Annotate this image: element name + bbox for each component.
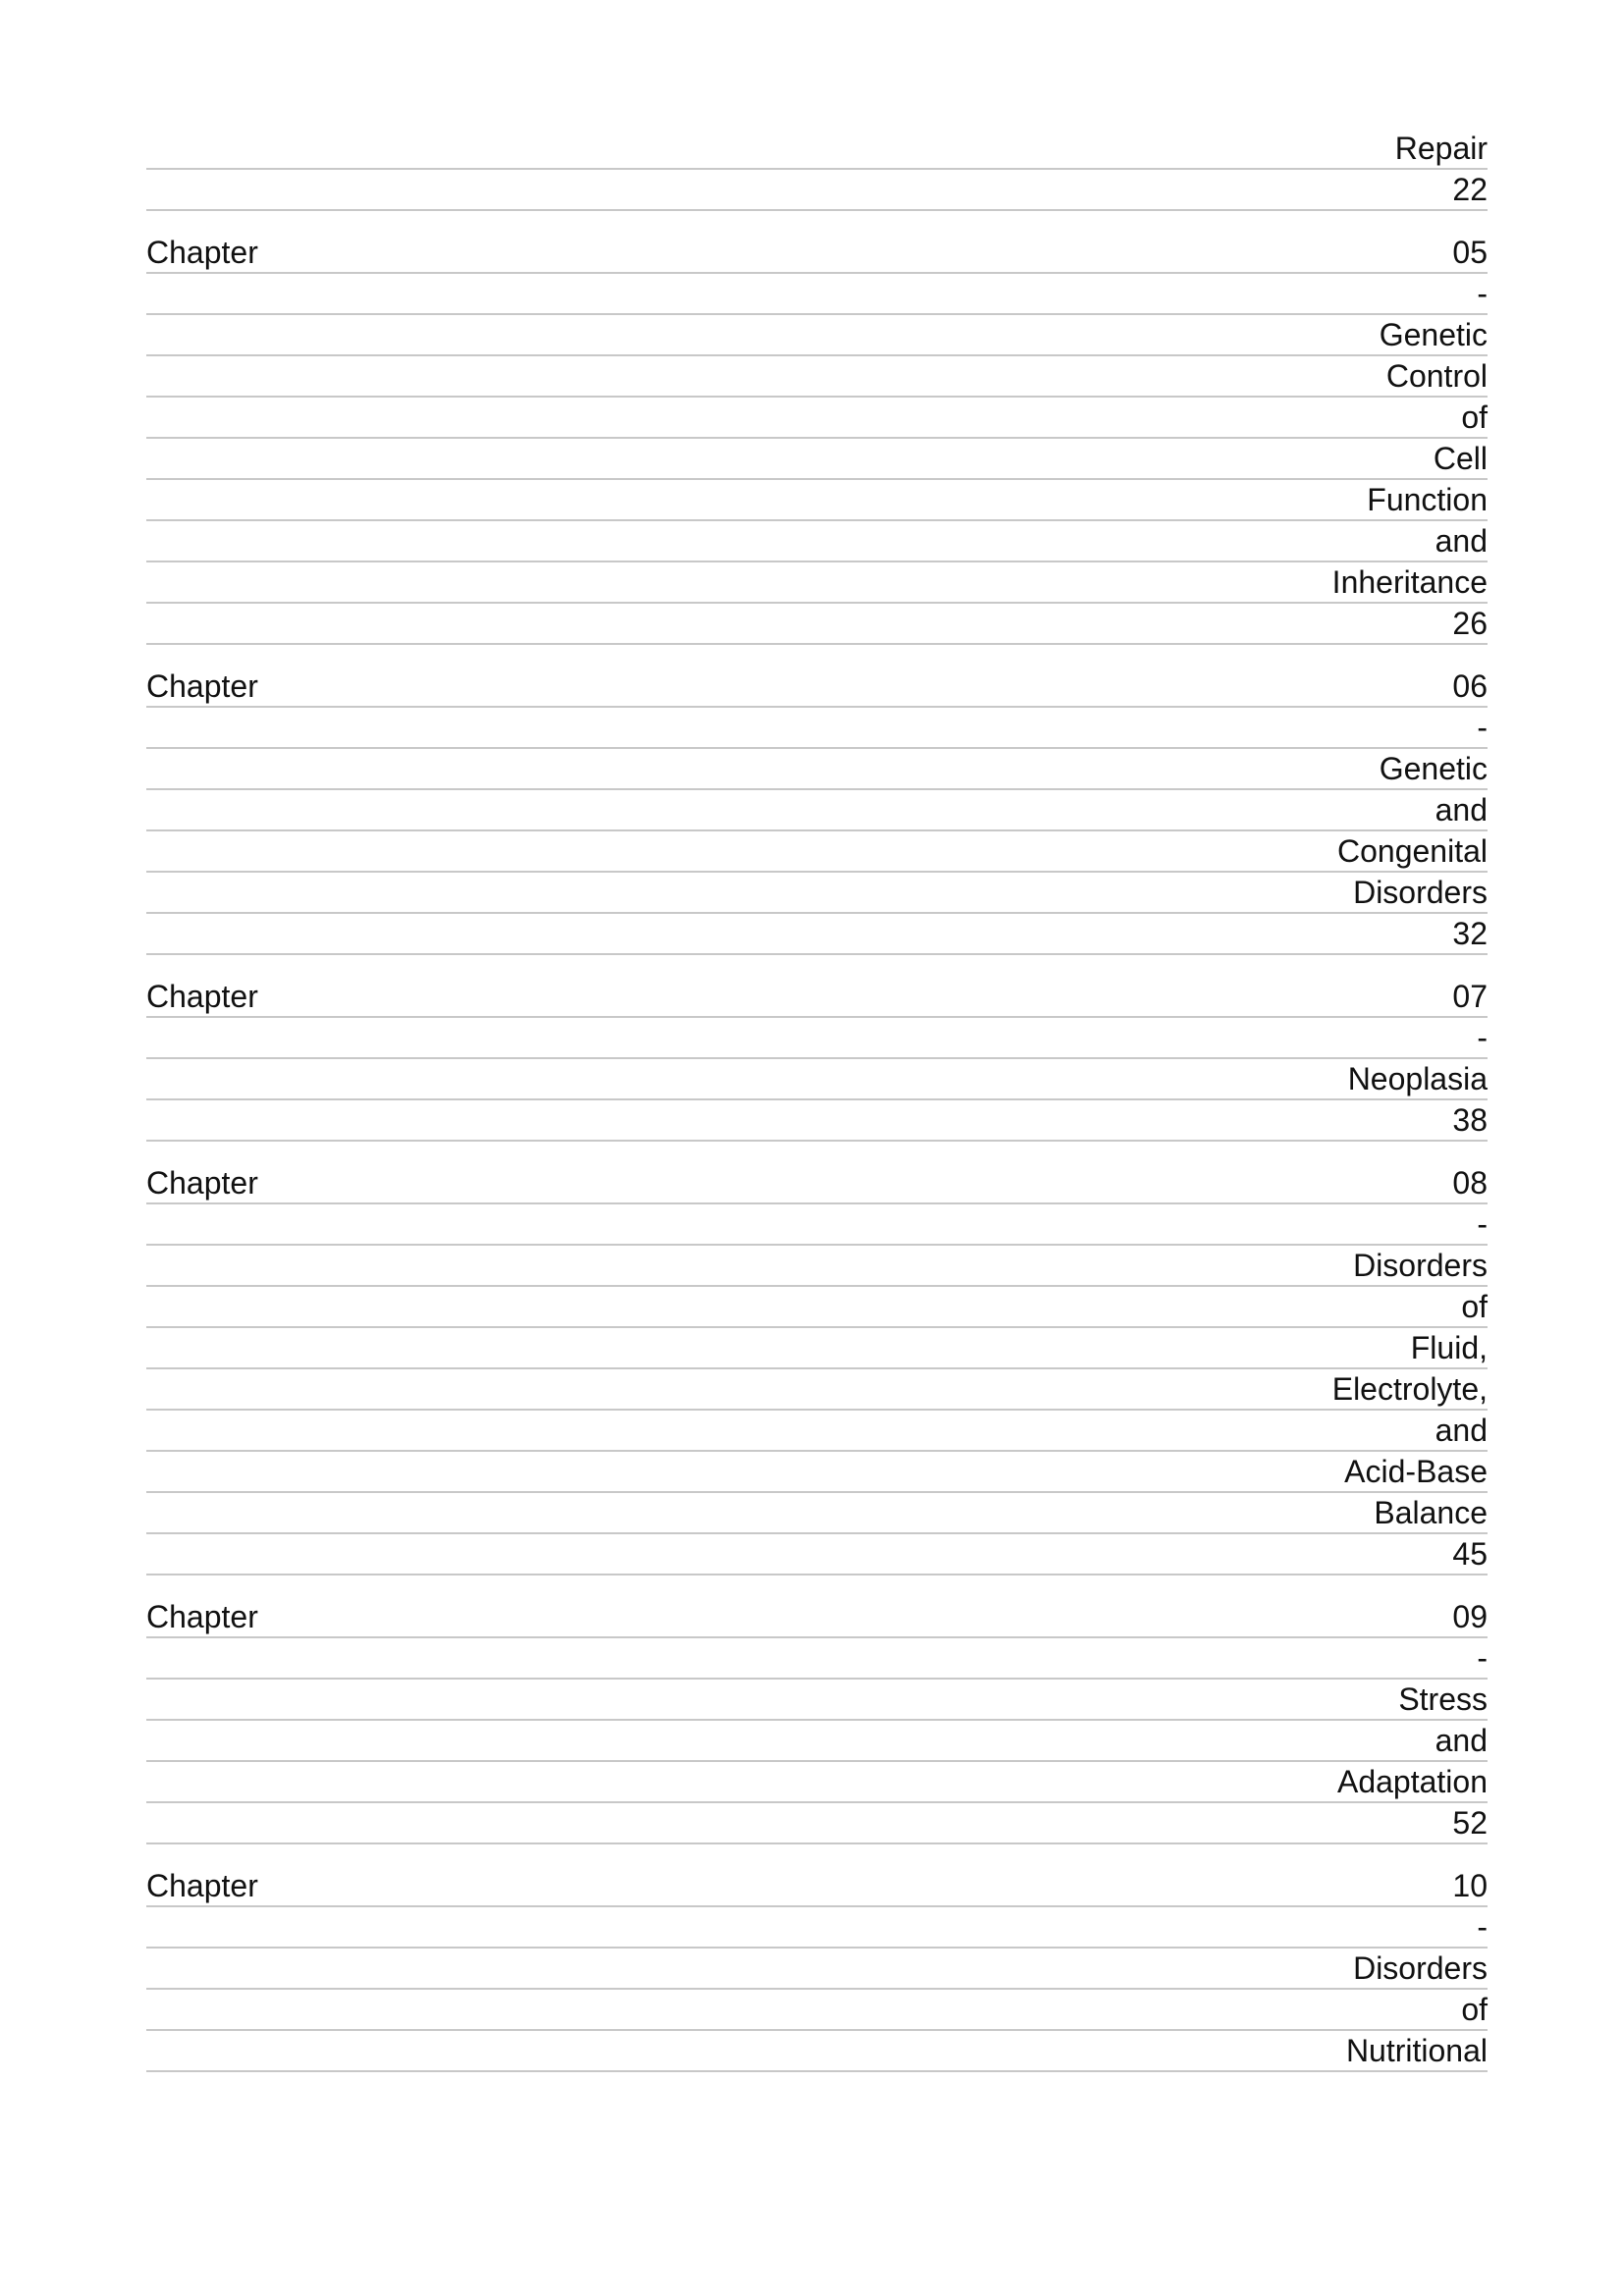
toc-line	[146, 562, 1488, 604]
toc-line	[146, 2031, 1488, 2072]
toc-line	[146, 1246, 1488, 1287]
toc-line-text: 09	[1452, 1599, 1488, 1634]
toc-line	[146, 398, 1488, 439]
toc-line-text: 32	[1452, 916, 1488, 951]
toc-entry	[146, 977, 1488, 1142]
toc-line	[146, 315, 1488, 356]
toc-line-text: of	[1461, 1992, 1488, 2027]
toc-block-gap	[146, 955, 1488, 977]
toc-line	[146, 1411, 1488, 1452]
toc-line	[146, 1452, 1488, 1493]
toc-line-text: 06	[1452, 668, 1488, 704]
toc-block-gap	[146, 1844, 1488, 1866]
toc-block-gap	[146, 645, 1488, 667]
toc-line	[146, 1762, 1488, 1803]
toc-line-text: 10	[1452, 1868, 1488, 1903]
toc-line	[146, 873, 1488, 914]
toc-line-text: Nutritional	[1345, 2033, 1488, 2068]
toc-line	[146, 1638, 1488, 1680]
toc-line-text: Genetic	[1379, 751, 1488, 786]
toc-line-text: Acid-Base	[1344, 1454, 1488, 1489]
toc-line-text: of	[1461, 400, 1488, 435]
toc-line-text: Disorders	[1353, 1950, 1488, 1986]
toc-line	[146, 1493, 1488, 1534]
toc-line-text: and	[1435, 792, 1488, 828]
toc-line	[146, 1534, 1488, 1575]
toc-line-text: Disorders	[1353, 1248, 1488, 1283]
toc-line	[146, 480, 1488, 521]
toc-line	[146, 274, 1488, 315]
toc-line-text: -	[1477, 1206, 1488, 1242]
toc-line-text: and	[1435, 523, 1488, 559]
chapter-label: Chapter	[146, 1599, 258, 1634]
toc-line	[146, 1287, 1488, 1328]
toc-line-text: Genetic	[1379, 317, 1488, 352]
toc-line-text: 45	[1452, 1536, 1488, 1572]
toc-line-text: Control	[1385, 358, 1488, 394]
toc-line-text: -	[1477, 276, 1488, 311]
toc-line	[146, 1100, 1488, 1142]
toc-line	[146, 233, 1488, 274]
toc-line-text: Function	[1367, 482, 1488, 517]
toc-line	[146, 439, 1488, 480]
chapter-label: Chapter	[146, 1868, 258, 1903]
toc-line-text: 22	[1452, 172, 1488, 207]
toc-line-text: -	[1477, 1909, 1488, 1945]
toc-line-text: 07	[1452, 979, 1488, 1014]
toc-line-text: Electrolyte,	[1331, 1371, 1488, 1407]
toc-line	[146, 749, 1488, 790]
toc-line	[146, 1907, 1488, 1949]
toc-line	[146, 1059, 1488, 1100]
toc-line-text: Disorders	[1353, 875, 1488, 910]
chapter-label: Chapter	[146, 979, 258, 1014]
chapter-label: Chapter	[146, 1165, 258, 1201]
toc-entry	[146, 1597, 1488, 1844]
toc-line-text: Balance	[1374, 1495, 1488, 1530]
toc-entry	[146, 1866, 1488, 2072]
toc-line-text: Fluid,	[1410, 1330, 1488, 1365]
toc-line	[146, 1866, 1488, 1907]
toc-line-text: -	[1477, 710, 1488, 745]
toc-line	[146, 1680, 1488, 1721]
toc-line-text: Cell	[1433, 441, 1488, 476]
toc-line-text: of	[1461, 1289, 1488, 1324]
toc-line	[146, 1949, 1488, 1990]
toc-line	[146, 708, 1488, 749]
toc-line-text: Stress	[1398, 1682, 1488, 1717]
toc-line-text: 26	[1452, 606, 1488, 641]
toc-line-text: Adaptation	[1336, 1764, 1488, 1799]
toc-line	[146, 1803, 1488, 1844]
table-of-contents	[146, 129, 1488, 2072]
chapter-label: Chapter	[146, 668, 258, 704]
toc-line	[146, 790, 1488, 831]
toc-line	[146, 1204, 1488, 1246]
toc-line	[146, 604, 1488, 645]
chapter-label: Chapter	[146, 235, 258, 270]
toc-line-text: 52	[1452, 1805, 1488, 1841]
toc-line	[146, 1721, 1488, 1762]
toc-line-text: and	[1435, 1723, 1488, 1758]
toc-line-text: Repair	[1394, 131, 1488, 166]
toc-line	[146, 1369, 1488, 1411]
toc-line-text: Congenital	[1337, 833, 1488, 869]
toc-line	[146, 356, 1488, 398]
toc-line-text: Inheritance	[1331, 564, 1488, 600]
toc-line	[146, 977, 1488, 1018]
toc-entry	[146, 233, 1488, 645]
toc-line	[146, 1328, 1488, 1369]
toc-line-text: and	[1435, 1413, 1488, 1448]
toc-line-text: 05	[1452, 235, 1488, 270]
toc-line	[146, 914, 1488, 955]
toc-entry	[146, 129, 1488, 211]
toc-line	[146, 1163, 1488, 1204]
toc-block-gap	[146, 211, 1488, 233]
toc-line-text: 38	[1452, 1102, 1488, 1138]
toc-line	[146, 667, 1488, 708]
toc-block-gap	[146, 1142, 1488, 1163]
toc-line	[146, 1018, 1488, 1059]
toc-line	[146, 831, 1488, 873]
toc-entry	[146, 1163, 1488, 1575]
toc-line	[146, 521, 1488, 562]
toc-line-text: 08	[1452, 1165, 1488, 1201]
toc-line-text: -	[1477, 1020, 1488, 1055]
toc-block-gap	[146, 1575, 1488, 1597]
toc-line	[146, 170, 1488, 211]
toc-line	[146, 1990, 1488, 2031]
toc-line-text: -	[1477, 1640, 1488, 1676]
toc-entry	[146, 667, 1488, 955]
toc-line	[146, 1597, 1488, 1638]
toc-line-text: Neoplasia	[1347, 1061, 1488, 1096]
toc-line	[146, 129, 1488, 170]
